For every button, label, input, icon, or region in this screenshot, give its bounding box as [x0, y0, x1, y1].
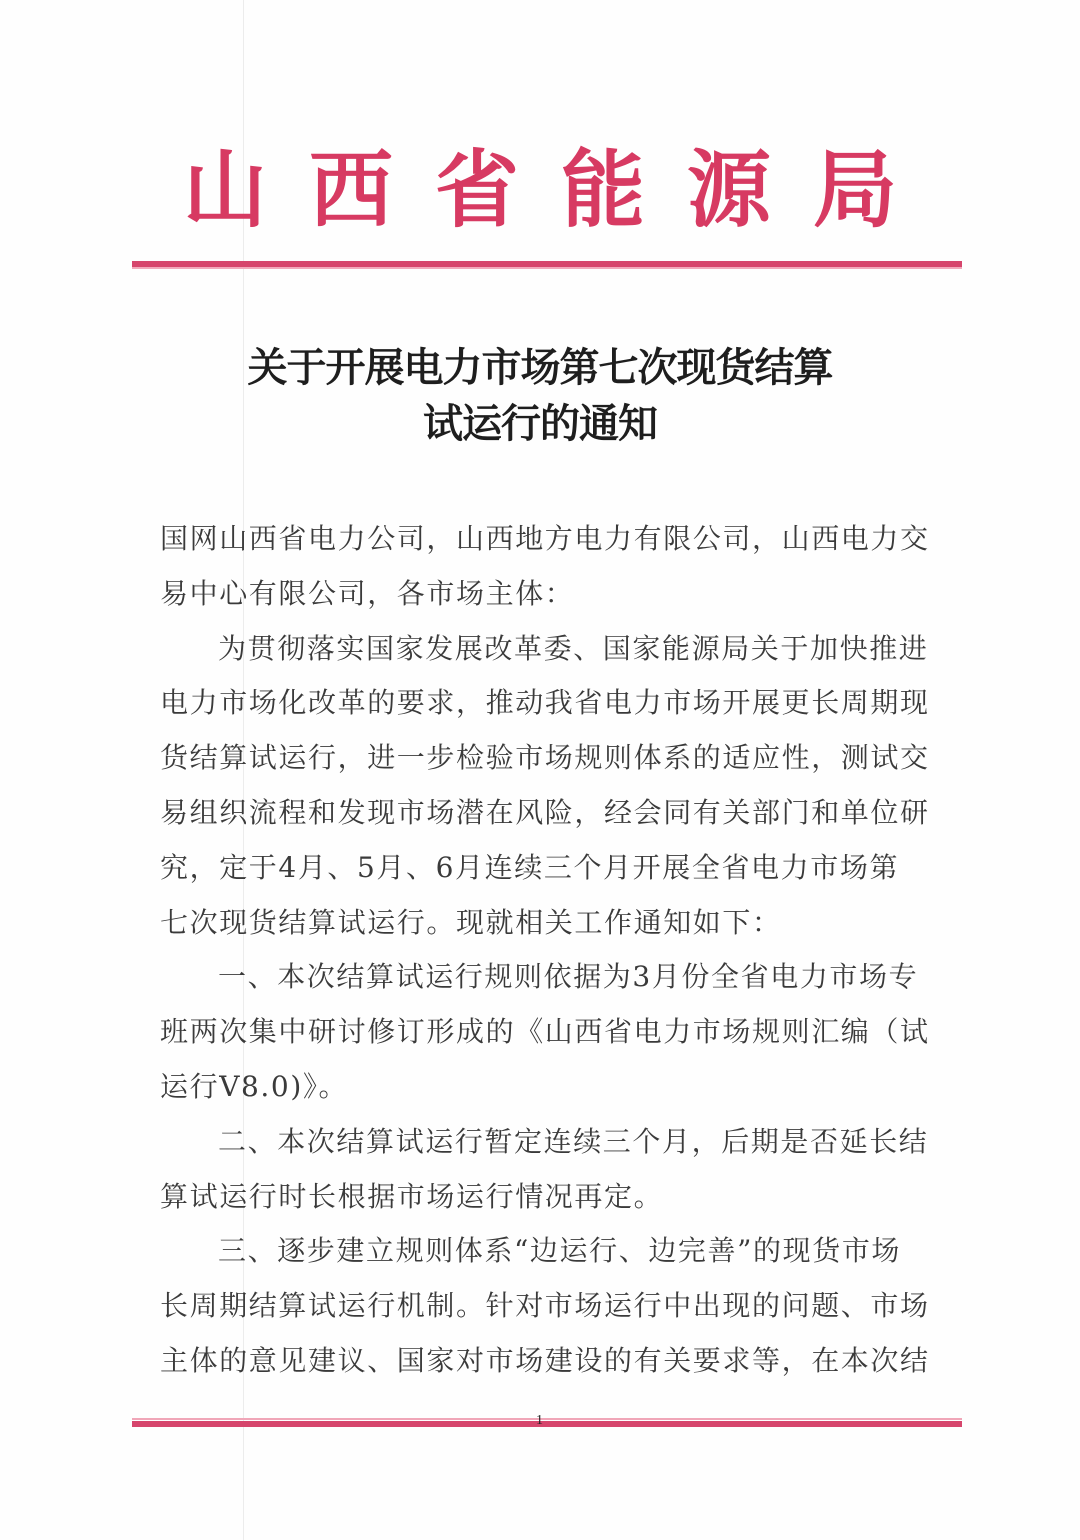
body-line-item-2: 二、本次结算试运行暂定连续三个月，后期是否延长结: [218, 1124, 929, 1158]
body-line-paragraph-start: 为贯彻落实国家发展改革委、国家能源局关于加快推进: [218, 631, 929, 665]
agency-header-char: 局: [812, 140, 897, 239]
body-line-addressee: 国网山西省电力公司，山西地方电力有限公司，山西电力交: [160, 522, 930, 555]
body-line-item-3: 三、逐步建立规则体系“边运行、边完善”的现货市场: [218, 1234, 902, 1268]
document-title-line-2: 试运行的通知: [423, 400, 657, 447]
agency-header-char: 省: [434, 140, 519, 239]
body-line: 长周期结算试运行机制。针对市场运行中出现的问题、市场: [160, 1289, 930, 1323]
body-line: 易组织流程和发现市场潜在风险，经会同有关部门和单位研: [160, 795, 930, 829]
agency-header-char: 源: [686, 140, 771, 239]
footer-red-rule: [132, 1416, 962, 1430]
footer-rule-thick: [132, 1421, 962, 1427]
header-red-rule: [132, 259, 962, 269]
document-title-line-1: 关于开展电力市场第七次现货结算: [247, 344, 833, 391]
page-number: 1: [536, 1413, 543, 1428]
document-title: [0, 340, 1080, 452]
body-line-addressee: 易中心有限公司，各市场主体：: [160, 576, 575, 610]
agency-header: [160, 140, 920, 240]
body-line-item-1: 一、本次结算试运行规则依据为3月份全省电力市场专: [218, 960, 919, 994]
agency-header-char: 山: [182, 140, 267, 239]
header-rule-thin: [132, 267, 962, 269]
footer-rule-thin: [132, 1418, 962, 1420]
body-line: 七次现货结算试运行。现就相关工作通知如下：: [160, 905, 782, 939]
body-line: 算试运行时长根据市场运行情况再定。: [160, 1179, 664, 1213]
body-line: 究，定于4月、5月、6月连续三个月开展全省电力市场第: [160, 850, 900, 884]
document-body: [160, 512, 930, 1389]
body-line: 运行V8.0)》。: [160, 1069, 349, 1103]
body-line: 货结算试运行，进一步检验市场规则体系的适应性，测试交: [160, 741, 930, 775]
body-line: 主体的意见建议、国家对市场建设的有关要求等，在本次结: [160, 1343, 930, 1377]
body-line: 电力市场化改革的要求，推动我省电力市场开展更长周期现: [160, 686, 930, 720]
agency-header-char: 西: [308, 140, 393, 239]
body-line: 班两次集中研讨修订形成的《山西省电力市场规则汇编（试: [160, 1015, 930, 1049]
agency-header-char: 能: [560, 140, 645, 239]
